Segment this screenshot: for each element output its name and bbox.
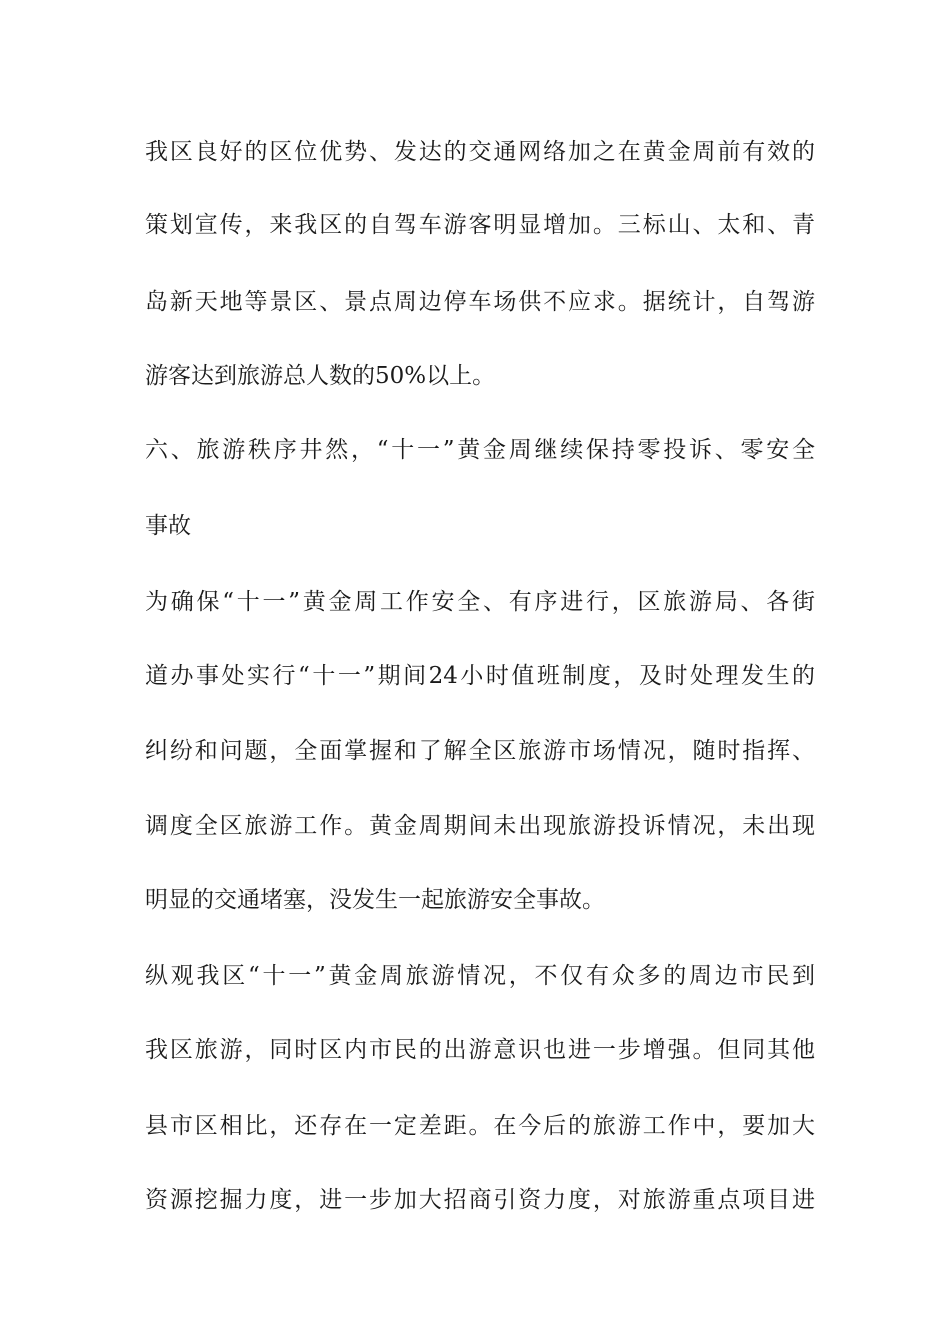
text-line: 道办事处实行“十一”期间24小时值班制度，及时处理发生的	[145, 663, 815, 689]
text-line: 纠纷和问题，全面掌握和了解全区旅游市场情况，随时指挥、	[145, 738, 815, 764]
text-line: 我区旅游，同时区内市民的出游意识也进一步增强。但同其他	[145, 1037, 815, 1063]
text-line: 游客达到旅游总人数的50%以上。	[145, 363, 496, 389]
text-line: 我区良好的区位优势、发达的交通网络加之在黄金周前有效的	[145, 139, 815, 165]
text-line: 资源挖掘力度，进一步加大招商引资力度，对旅游重点项目进	[145, 1187, 815, 1213]
text-line: 岛新天地等景区、景点周边停车场供不应求。据统计，自驾游	[145, 289, 815, 315]
section-heading: 六、旅游秩序井然，“十一”黄金周继续保持零投诉、零安全	[145, 437, 815, 463]
text-line: 纵观我区“十一”黄金周旅游情况，不仅有众多的周边市民到	[145, 963, 815, 989]
text-line: 策划宣传，来我区的自驾车游客明显增加。三标山、太和、青	[145, 212, 815, 238]
text-line: 为确保“十一”黄金周工作安全、有序进行，区旅游局、各街	[145, 589, 815, 615]
text-line: 调度全区旅游工作。黄金周期间未出现旅游投诉情况，未出现	[145, 813, 815, 839]
text-line: 明显的交通堵塞，没发生一起旅游安全事故。	[145, 887, 605, 913]
text-line: 县市区相比，还存在一定差距。在今后的旅游工作中，要加大	[145, 1113, 815, 1139]
section-heading-continued: 事故	[145, 513, 191, 539]
